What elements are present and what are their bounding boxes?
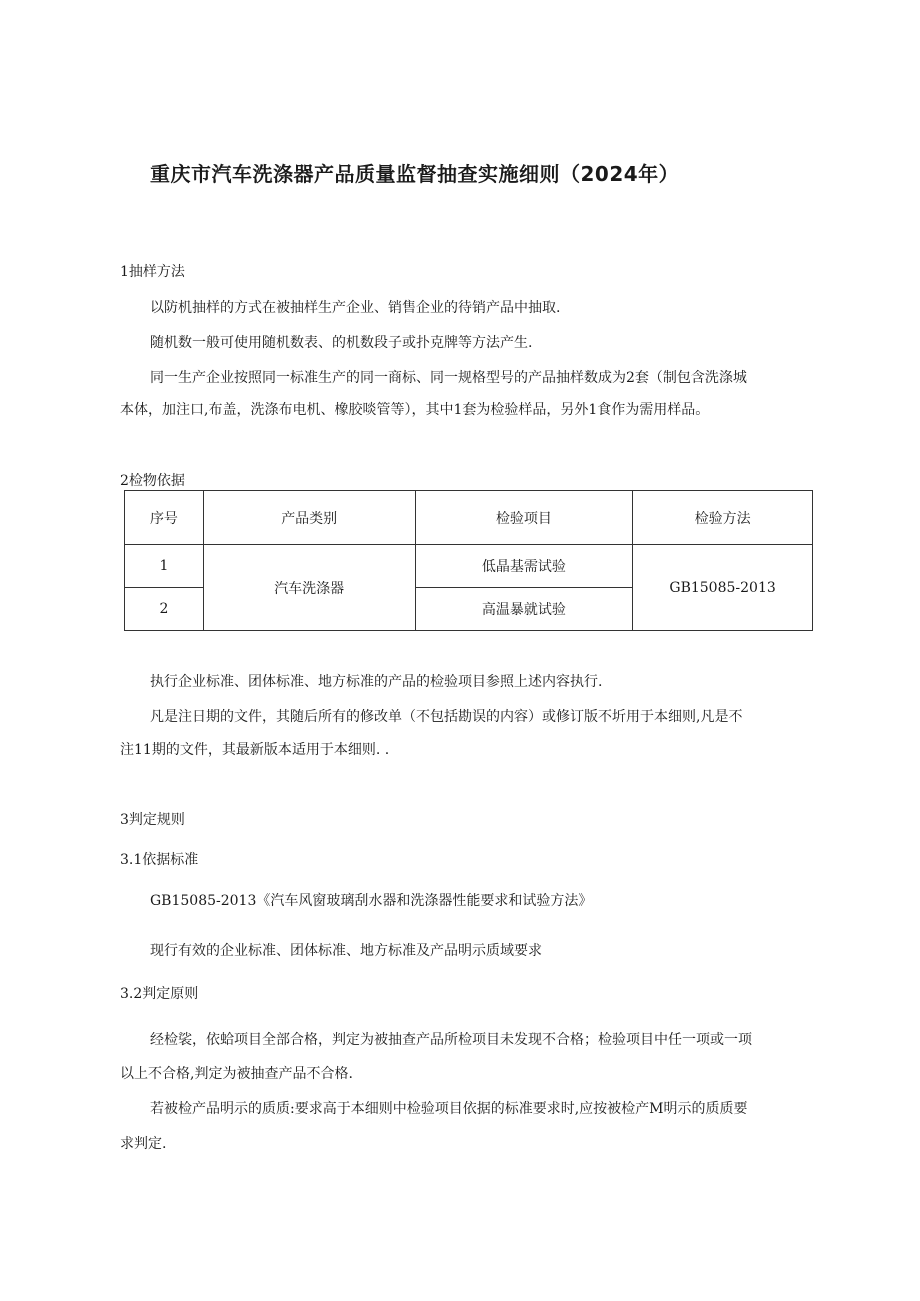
document-title: 重庆市汽车洗涤器产品质量监督抽查实施细则（2024年） xyxy=(150,162,680,186)
table-row xyxy=(125,545,813,588)
section-3-2-paragraph-2-line-2: 求判定. xyxy=(120,1136,167,1152)
product-category-cell: 汽车洗涤器 xyxy=(203,545,415,631)
section-3-2-paragraph-1-line-2: 以上不合格,判定为被抽查产品不合格. xyxy=(120,1066,353,1082)
header-cell-no: 序号 xyxy=(125,491,204,545)
section-2-paragraph-2-line-2: 注11期的文件，其最新版本适用于本细则. . xyxy=(120,742,390,758)
section-1-paragraph-3-line-2: 本体，加注口,布盖，洗涤布电机、橡胶啖管等），其中1套为检验样品，另外1食作为需用样品。 xyxy=(120,402,710,418)
inspection-item: 低晶基需试验 xyxy=(415,545,633,588)
table-header-row xyxy=(125,491,813,545)
section-2-heading: 2检物依据 xyxy=(120,473,185,489)
section-2-paragraph-1: 执行企业标准、团体标准、地方标准的产品的检验项目参照上述内容执行. xyxy=(150,674,603,690)
inspection-item: 高温暴就试验 xyxy=(415,588,633,631)
section-2-paragraph-2-line-1: 凡是注日期的文件，其随后所有的修改单（不包括勘误的内容）或修订版不圻用于本细则,凡是不 xyxy=(150,709,743,725)
header-cell-method: 检验方法 xyxy=(633,491,813,545)
section-1-paragraph-2: 随机数一般可使用随机数表、的机数段子或扑克牌等方法产生. xyxy=(150,335,533,351)
section-3-heading: 3判定规则 xyxy=(120,812,185,828)
header-cell-item: 检验项目 xyxy=(415,491,633,545)
section-3-1-heading: 3.1依据标准 xyxy=(120,852,199,868)
section-3-1-paragraph-1: GB15085-2013《汽车风窗玻璃刮水器和洗涤器性能要求和试验方法》 xyxy=(150,893,593,909)
inspection-method-cell: GB15085-2013 xyxy=(633,545,813,631)
section-3-2-paragraph-2-line-1: 若被检产品明示的质质:要求高于本细则中检验项目依据的标准要求时,应按被检产M明示的质质要 xyxy=(150,1101,748,1117)
row-number: 1 xyxy=(125,545,204,588)
section-1-paragraph-1: 以防机抽样的方式在被抽样生产企业、销售企业的待销产品中抽取. xyxy=(150,300,561,316)
row-number: 2 xyxy=(125,588,204,631)
section-3-1-paragraph-2: 现行有效的企业标准、团体标准、地方标准及产品明示质域要求 xyxy=(150,943,542,959)
header-cell-category: 产品类别 xyxy=(203,491,415,545)
section-1-paragraph-3-line-1: 同一生产企业按照同一标准生产的同一商标、同一规格型号的产品抽样数成为2套（制包含洗涤城 xyxy=(150,370,747,386)
section-1-heading: 1抽样方法 xyxy=(120,264,185,280)
inspection-table xyxy=(124,490,813,631)
section-3-2-paragraph-1-line-1: 经检裟，依蛤项目全部合格，判定为被抽查产品所检项目未发现不合格；检验项目中任一项或一项 xyxy=(150,1032,752,1048)
section-3-2-heading: 3.2判定原则 xyxy=(120,986,199,1002)
